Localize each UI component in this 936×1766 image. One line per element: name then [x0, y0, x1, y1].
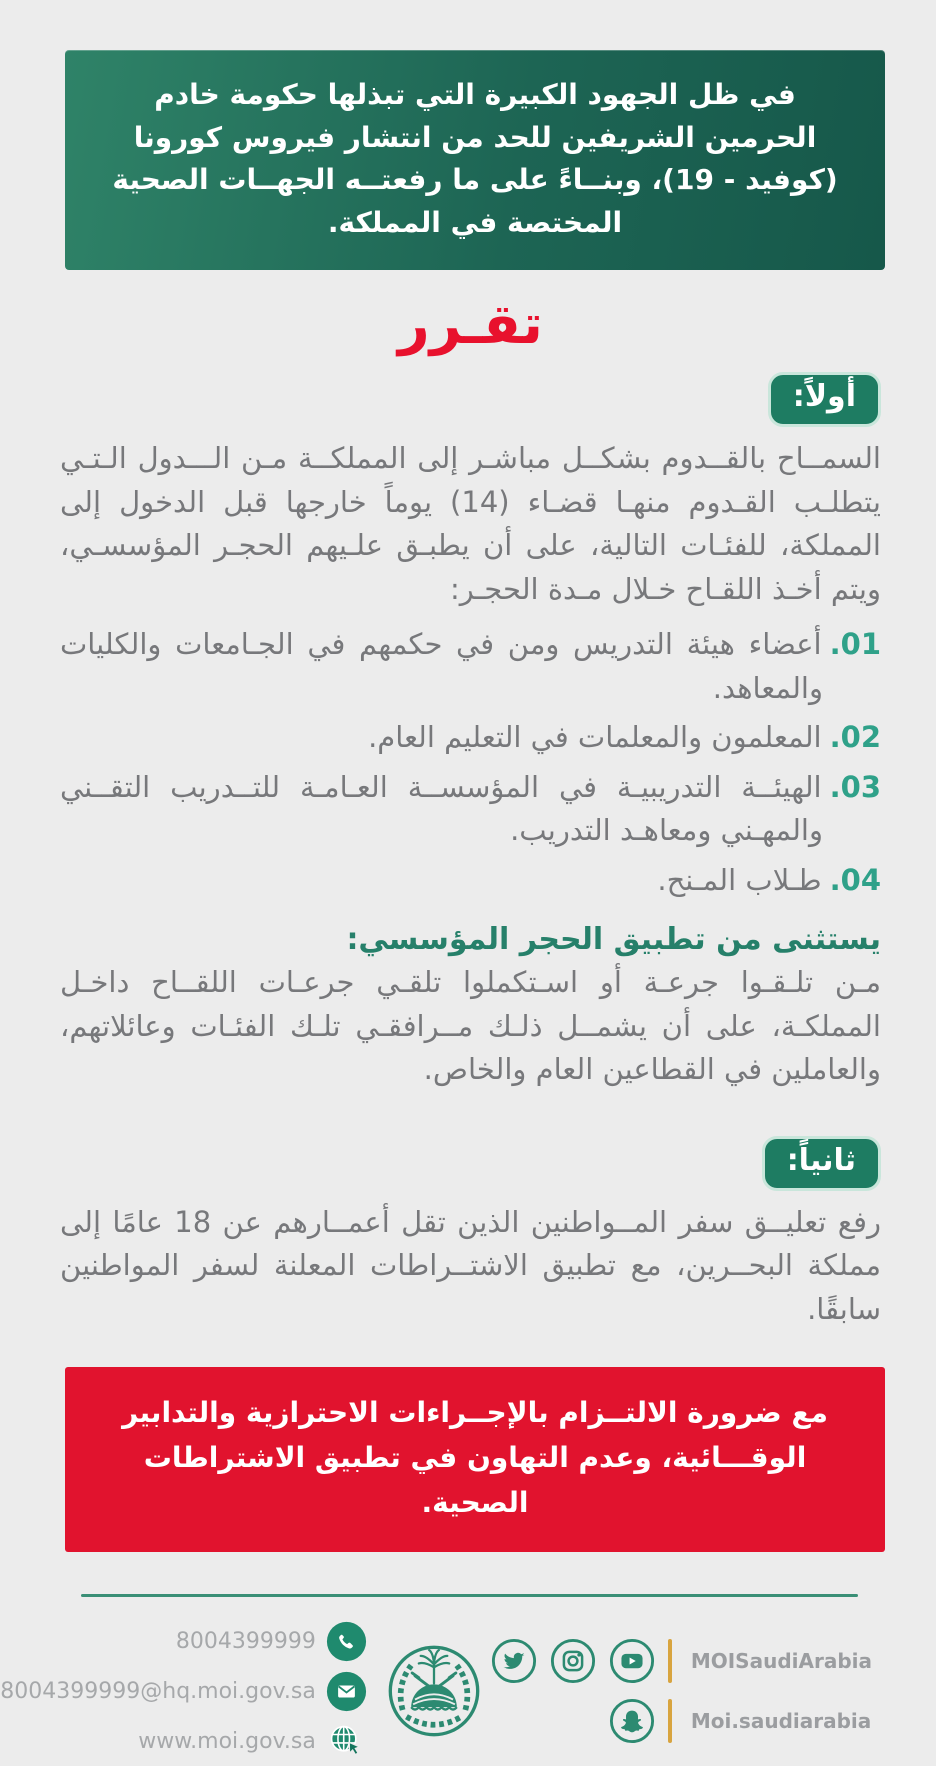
email-icon [326, 1671, 367, 1712]
list-item-text: طـلاب المـنح. [657, 862, 822, 897]
list-item-number: 03. [829, 769, 881, 804]
twitter-icon[interactable] [491, 1638, 537, 1684]
list-item [60, 766, 881, 853]
footer-divider [81, 1594, 858, 1597]
exception-heading: يستثنى من تطبيق الحجر المؤسسي: [346, 922, 881, 958]
phone-contact[interactable] [176, 1621, 367, 1662]
exception-paragraph: مـن تلـقـوا جرعـة أو اسـتكملوا تلقـي جرعـات اللقــاح داخـل المملكـة، على أن يشمــل ذلـك مــرافقـي تلـك الفئـات وعائلاتهم، والعاملين في القطاعين العام والخاص. [60, 965, 881, 1087]
gold-separator [668, 1699, 672, 1743]
list-item-number: 01. [829, 627, 881, 662]
moi-emblem [377, 1634, 491, 1748]
phone-number: 8004399999 [175, 1628, 316, 1654]
social-handle-row1[interactable]: MOISaudiArabia [690, 1649, 872, 1674]
warning-box [65, 1367, 885, 1551]
list-item [60, 859, 881, 903]
instagram-icon[interactable] [550, 1638, 596, 1684]
footer [0, 1621, 872, 1762]
announcement-page [0, 50, 936, 1754]
second-badge: ثانياً: [762, 1136, 881, 1191]
phone-icon [326, 1621, 367, 1662]
email-contact[interactable] [0, 1671, 367, 1712]
list-item-number: 02. [829, 720, 881, 755]
second-section-badge-row [60, 1136, 881, 1191]
first-section-badge-row [60, 372, 881, 427]
email-address: 8004399999@hq.moi.gov.sa [0, 1678, 316, 1704]
list-item-text: الهيئــة التدريبيـة في المؤسســة العـامـة للتــدريب التقــني والمهـني ومعاهـد التدريب. [60, 769, 823, 848]
list-item [60, 623, 881, 710]
globe-cursor-icon [326, 1721, 367, 1762]
header-banner-text: في ظل الجهود الكبيرة التي تبذلها حكومة خادم الحرمين الشريفين للحد من انتشار فيروس كورونا (كوفيد - 19)، وبنــاءً على ما رفعتــه الجهــات الصحية المختصة في المملكة. [112, 78, 838, 239]
first-intro-paragraph: السمــاح بالقــدوم بشكــل مباشـر إلى المملكــة مـن الـــدول الـتـي يتطلـب القـدوم منهـا قضـاء (14) يوماً خارجها قبل الدخول إلى المملكة، للفئـات التالية، على أن يطبـق علـيهم الحجـر المؤسسـي، ويتم أخـذ اللقـاح خـلال مـدة الحجـر: [60, 441, 881, 606]
snapchat-icon[interactable] [609, 1698, 655, 1744]
social-handle-row2[interactable]: Moi.saudiarabia [690, 1709, 872, 1734]
website-url: www.moi.gov.sa [138, 1728, 316, 1754]
second-paragraph: رفع تعليــق سفر المــواطنين الذين تقل أعمــارهم عن 18 عامًا إلى مملكة البحــرين، مع تطبيق الاشتــراطات المعلنة لسفر المواطنين سابقًا. [60, 1204, 882, 1326]
categories-list [60, 623, 881, 902]
main-content [5, 372, 936, 1331]
first-badge: أولاً: [768, 372, 881, 427]
contacts-block [0, 1621, 367, 1762]
header-banner [65, 50, 885, 270]
website-contact[interactable] [138, 1721, 367, 1762]
list-item-text: المعلمون والمعلمات في التعليم العام. [368, 720, 822, 755]
list-item-text: أعضاء هيئة التدريس ومن في حكمهم في الجـامعات والكليات والمعاهد. [60, 627, 823, 705]
decision-title: تقـرر [398, 292, 543, 357]
list-item-number: 04. [829, 862, 881, 897]
social-media-block [491, 1638, 872, 1744]
gold-separator [668, 1639, 672, 1683]
warning-text: مع ضرورة الالتــزام بالإجــراءات الاحترازية والتدابير الوقـــائية، وعدم التهاون في تطبيق الاشتراطات الصحية. [122, 1396, 828, 1519]
list-item [60, 716, 881, 760]
youtube-icon[interactable] [609, 1638, 655, 1684]
